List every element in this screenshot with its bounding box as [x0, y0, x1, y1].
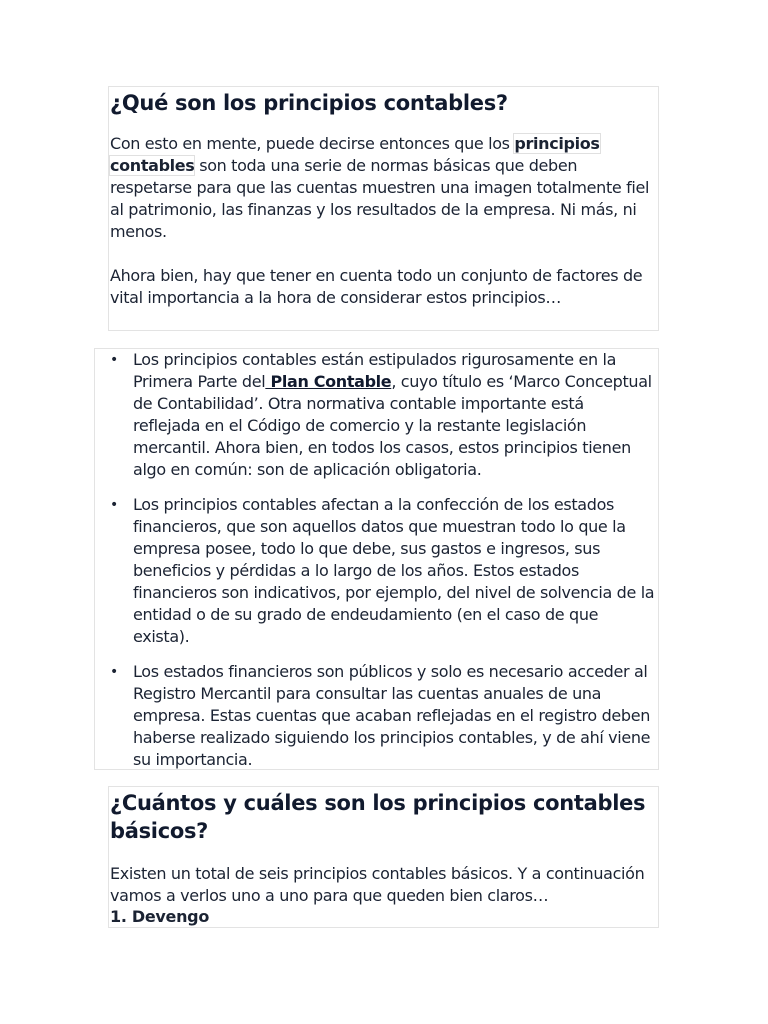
list-item [110, 494, 655, 648]
heading-que-son: ¿Qué son los principios contables? [110, 91, 508, 115]
bullet-icon: • [110, 497, 118, 513]
paragraph-seis-principios: Existen un total de seis principios contables básicos. Y a continuación vamos a verlos uno a uno para que queden bien claros… [110, 864, 645, 905]
highlight-contables: contables [110, 156, 195, 175]
section-cuantos-principios [108, 786, 659, 928]
section-principios-contables [108, 86, 659, 331]
heading-cuantos: ¿Cuántos y cuáles son los principios contables básicos? [110, 791, 646, 843]
bullet-icon: • [110, 352, 118, 368]
list-item-text-start: Los principios contables están estipulados rigurosamente en la Primera Parte del [133, 350, 617, 391]
list-item [110, 349, 655, 481]
highlight-principios: principios [514, 134, 600, 153]
section-bullet-list [94, 348, 659, 770]
list-item-text: Los estados financieros son públicos y solo es necesario acceder al Registro Mercantil para consultar las cuentas anuales de una empresa. Estas cuentas que acaban reflejadas en el registro deben haberse realizado siguiendo los principios contables, y de ahí viene su importancia. [133, 662, 651, 769]
paragraph-definicion [110, 133, 658, 243]
list-item-text-end: , cuyo título es ‘Marco Conceptual de Contabilidad’. Otra normativa contable importante está reflejada en el Código de comercio y la restante legislación mercantil. Ahora bien, en todos los casos, estos principios tienen algo en común: son de aplicación obligatoria. [133, 372, 652, 479]
plan-contable-link[interactable]: Plan Contable [265, 372, 392, 391]
bullet-icon: • [110, 664, 118, 680]
paragraph-definicion-start: Con esto en mente, puede decirse entonces que los [110, 134, 515, 153]
subheading-devengo: 1. Devengo [110, 907, 210, 926]
bullet-list [110, 349, 655, 784]
list-item [110, 661, 655, 771]
paragraph-factores: Ahora bien, hay que tener en cuenta todo un conjunto de factores de vital importancia a la hora de considerar estos principios… [110, 266, 643, 307]
list-item-text: Los principios contables afectan a la confección de los estados financieros, que son aquellos datos que muestran todo lo que la empresa posee, todo lo que debe, sus gastos e ingresos, sus beneficios y pérdidas a lo largo de los años. Estos estados financieros son indicativos, por ejemplo, del nivel de solvencia de la entidad o de su grado de endeudamiento (en el caso de que exista). [133, 495, 655, 646]
paragraph-definicion-end: son toda una serie de normas básicas que deben respetarse para que las cuentas muestren una imagen totalmente fiel al patrimonio, las finanzas y los resultados de la empresa. Ni más, ni menos. [110, 156, 650, 241]
